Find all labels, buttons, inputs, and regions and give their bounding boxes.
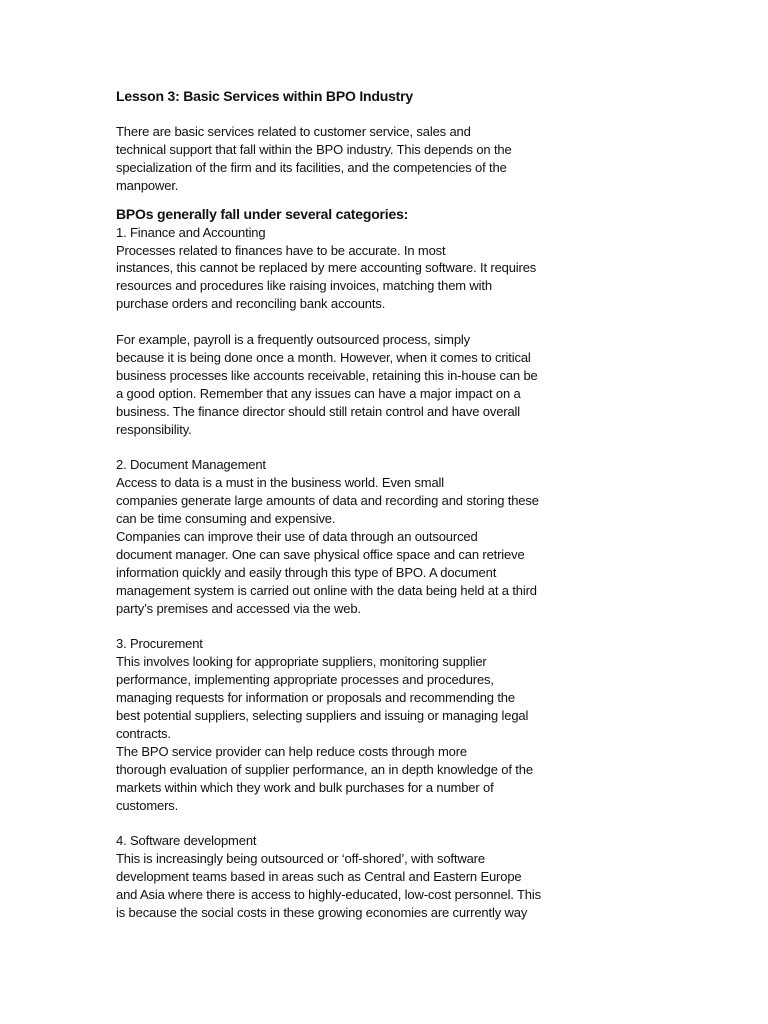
document-line: Access to data is a must in the business world. Even small bbox=[116, 475, 445, 491]
finance-line: business. The finance director should still retain control and have overall bbox=[116, 403, 521, 419]
intro-line: There are basic services related to customer service, sales and bbox=[116, 124, 471, 139]
software-development-heading: 4. Software development bbox=[116, 833, 257, 849]
procurement-line: thorough evaluation of supplier performance, an in depth knowledge of the bbox=[116, 761, 533, 777]
spacer bbox=[116, 313, 606, 331]
spacer bbox=[116, 195, 606, 204]
procurement-line: performance, implementing appropriate processes and procedures, bbox=[116, 672, 494, 688]
finance-line: For example, payroll is a frequently outsourced process, simply bbox=[116, 332, 470, 348]
software-line: and Asia where there is access to highly-educated, low-cost personnel. This bbox=[116, 887, 541, 903]
procurement-paragraph bbox=[116, 653, 606, 814]
document-page bbox=[116, 86, 606, 922]
document-line: can be time consuming and expensive. bbox=[116, 511, 336, 527]
intro-paragraph bbox=[116, 123, 606, 195]
categories-heading: BPOs generally fall under several categories: bbox=[116, 205, 409, 222]
procurement-line: customers. bbox=[116, 797, 179, 813]
finance-paragraph-2 bbox=[116, 331, 606, 438]
procurement-line: This involves looking for appropriate suppliers, monitoring supplier bbox=[116, 654, 487, 670]
software-line: development teams based in areas such as Central and Eastern Europe bbox=[116, 869, 522, 885]
finance-line: because it is being done once a month. However, when it comes to critical bbox=[116, 349, 531, 365]
document-management-paragraph bbox=[116, 474, 606, 617]
procurement-heading: 3. Procurement bbox=[116, 636, 203, 652]
procurement-line: managing requests for information or proposals and recommending the bbox=[116, 690, 515, 706]
document-line: management system is carried out online with the data being held at a third bbox=[116, 582, 537, 598]
finance-line: responsibility. bbox=[116, 421, 192, 437]
finance-line: a good option. Remember that any issues can have a major impact on a bbox=[116, 385, 521, 401]
software-line: is because the social costs in these growing economies are currently way bbox=[116, 905, 528, 920]
document-line: document manager. One can save physical office space and can retrieve bbox=[116, 546, 525, 562]
spacer bbox=[116, 618, 606, 636]
finance-paragraph-1 bbox=[116, 242, 606, 314]
document-line: information quickly and easily through this type of BPO. A document bbox=[116, 564, 497, 580]
finance-heading: 1. Finance and Accounting bbox=[116, 224, 266, 240]
software-line: This is increasingly being outsourced or ‘off-shored’, with software bbox=[116, 851, 485, 867]
spacer bbox=[116, 438, 606, 456]
procurement-line: contracts. bbox=[116, 725, 171, 741]
lesson-title: Lesson 3: Basic Services within BPO Industry bbox=[116, 88, 413, 104]
finance-line: resources and procedures like raising invoices, matching them with bbox=[116, 278, 492, 294]
document-line: party’s premises and accessed via the web. bbox=[116, 600, 361, 616]
procurement-line: best potential suppliers, selecting suppliers and issuing or managing legal bbox=[116, 708, 529, 724]
software-development-paragraph bbox=[116, 850, 606, 922]
finance-line: Processes related to finances have to be accurate. In most bbox=[116, 242, 446, 258]
finance-line: purchase orders and reconciling bank accounts. bbox=[116, 296, 386, 312]
spacer bbox=[116, 814, 606, 832]
procurement-line: markets within which they work and bulk purchases for a number of bbox=[116, 779, 494, 795]
document-line: companies generate large amounts of data and recording and storing these bbox=[116, 493, 539, 509]
intro-line: technical support that fall within the BPO industry. This depends on the bbox=[116, 141, 512, 157]
document-management-heading: 2. Document Management bbox=[116, 457, 266, 473]
intro-line: specialization of the firm and its facilities, and the competencies of the bbox=[116, 159, 507, 175]
intro-line: manpower. bbox=[116, 177, 179, 193]
finance-line: instances, this cannot be replaced by mere accounting software. It requires bbox=[116, 260, 537, 276]
finance-line: business processes like accounts receivable, retaining this in-house can be bbox=[116, 367, 538, 383]
procurement-line: The BPO service provider can help reduce costs through more bbox=[116, 743, 467, 759]
document-line: Companies can improve their use of data through an outsourced bbox=[116, 529, 478, 544]
